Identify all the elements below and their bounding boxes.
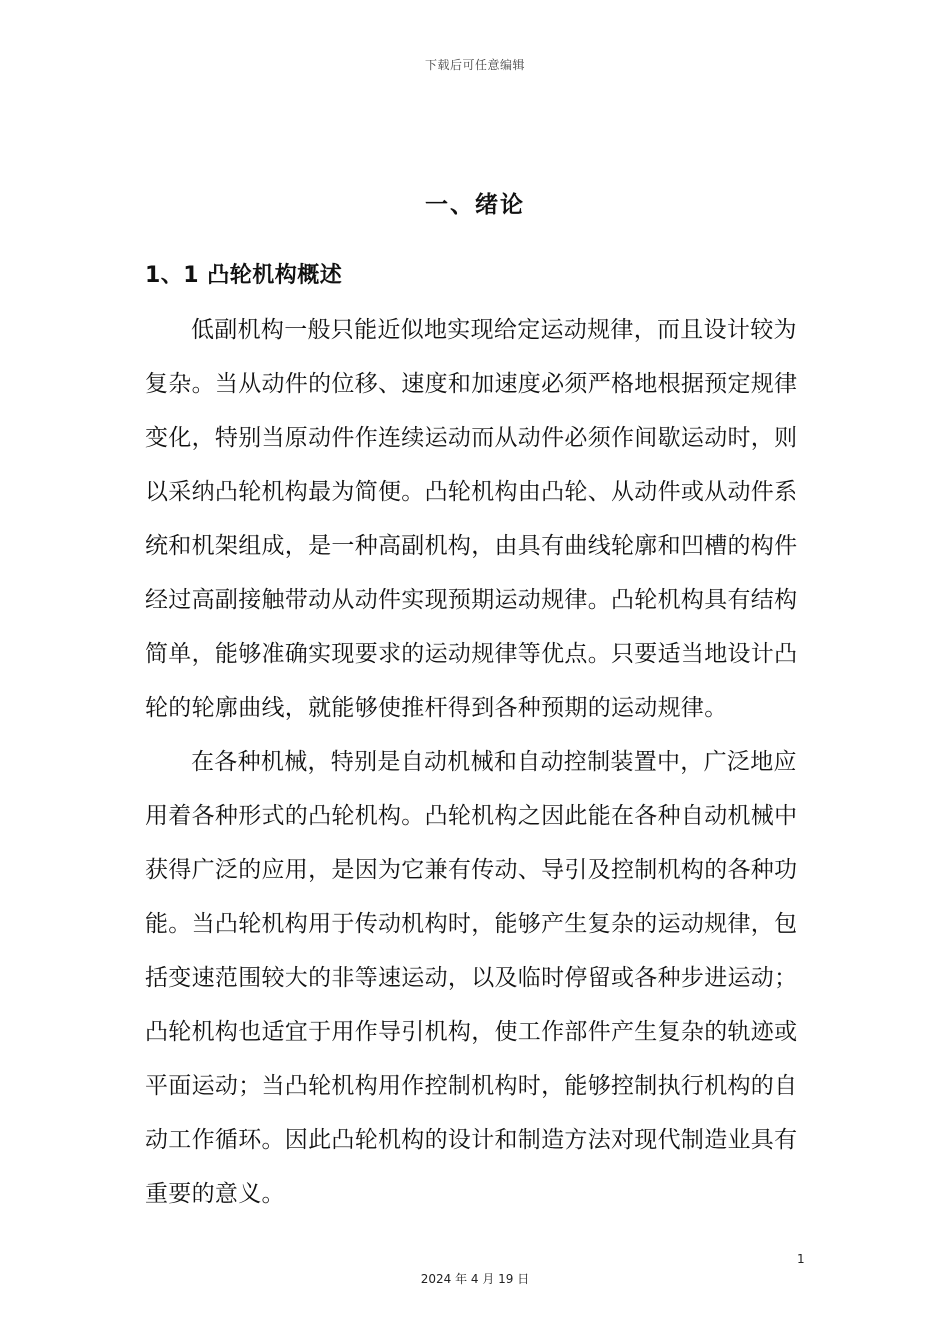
paragraph-line: 能。当凸轮机构用于传动机构时，能够产生复杂的运动规律，包	[145, 911, 798, 937]
paragraph-line: 轮的轮廓曲线，就能够使推杆得到各种预期的运动规律。	[145, 695, 728, 721]
page-number: 1	[797, 1252, 805, 1266]
body-text	[145, 303, 798, 1221]
paragraph-line: 括变速范围较大的非等速运动，以及临时停留或各种步进运动；	[145, 965, 798, 991]
section-title: 1、1 凸轮机构概述	[145, 263, 343, 288]
paragraph-line: 动工作循环。因此凸轮机构的设计和制造方法对现代制造业具有	[145, 1127, 798, 1153]
paragraph-2	[145, 735, 798, 1221]
paragraph-line: 简单，能够准确实现要求的运动规律等优点。只要适当地设计凸	[145, 641, 798, 667]
paragraph-line: 用着各种形式的凸轮机构。凸轮机构之因此能在各种自动机械中	[145, 803, 798, 829]
paragraph-line: 低副机构一般只能近似地实现给定运动规律，而且设计较为	[191, 317, 797, 343]
paragraph-line: 平面运动；当凸轮机构用作控制机构时，能够控制执行机构的自	[145, 1073, 798, 1099]
paragraph-1	[145, 303, 798, 735]
footer-date: 2024 年 4 月 19 日	[420, 1272, 530, 1286]
paragraph-line: 复杂。当从动件的位移、速度和加速度必须严格地根据预定规律	[145, 371, 798, 397]
paragraph-line: 重要的意义。	[145, 1181, 285, 1207]
page-header-note: 下载后可任意编辑	[424, 58, 525, 72]
paragraph-line: 凸轮机构也适宜于用作导引机构，使工作部件产生复杂的轨迹或	[145, 1019, 798, 1045]
paragraph-line: 变化，特别当原动件作连续运动而从动件必须作间歇运动时，则	[145, 425, 798, 451]
paragraph-line: 经过高副接触带动从动件实现预期运动规律。凸轮机构具有结构	[145, 587, 798, 613]
chapter-title: 一、绪论	[425, 192, 525, 218]
paragraph-line: 获得广泛的应用，是因为它兼有传动、导引及控制机构的各种功	[145, 857, 798, 883]
paragraph-line: 以采纳凸轮机构最为简便。凸轮机构由凸轮、从动件或从动件系	[145, 479, 798, 505]
paragraph-line: 统和机架组成，是一种高副机构，由具有曲线轮廓和凹槽的构件	[145, 533, 798, 559]
paragraph-line: 在各种机械，特别是自动机械和自动控制装置中，广泛地应	[191, 749, 797, 775]
